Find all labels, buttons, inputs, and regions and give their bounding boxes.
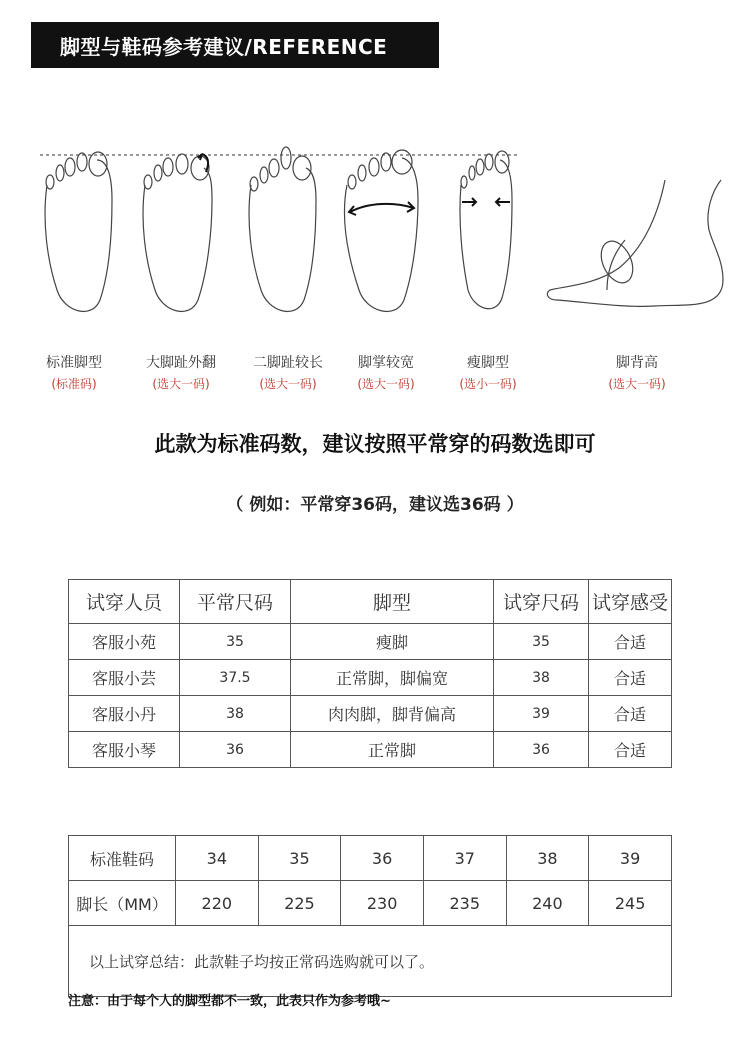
trial-table	[68, 579, 672, 768]
header-cell: 试穿尺码	[494, 580, 589, 624]
cell-feeling: 合适	[589, 624, 672, 660]
header-cell: 脚型	[291, 580, 494, 624]
table-row	[69, 624, 672, 660]
foot-type-6	[582, 352, 692, 392]
foot-type-name: 脚背高	[616, 355, 658, 371]
size-cell: 37	[423, 836, 506, 881]
header-cell: 试穿感受	[589, 580, 672, 624]
title-banner	[31, 22, 439, 68]
cell-trial-size: 38	[494, 660, 589, 696]
length-row	[69, 881, 672, 926]
foot-type-name: 瘦脚型	[467, 355, 509, 371]
cell-tester: 客服小琴	[69, 732, 180, 768]
foot-type-2	[126, 352, 236, 392]
cell-usual-size: 36	[180, 732, 291, 768]
foot-wide-icon	[345, 150, 418, 311]
cell-usual-size: 37.5	[180, 660, 291, 696]
foot-type-advice: (选大一码)	[259, 377, 317, 391]
table-row	[69, 732, 672, 768]
foot-type-name: 二脚趾较长	[253, 355, 323, 371]
foot-type-advice: (标准码)	[51, 377, 97, 391]
length-cell: 220	[176, 881, 259, 926]
foot-long-second-toe-icon	[249, 147, 316, 311]
table-row	[69, 660, 672, 696]
foot-type-1	[19, 352, 129, 392]
header-cell: 平常尺码	[180, 580, 291, 624]
size-row	[69, 836, 672, 881]
summary-row	[69, 926, 672, 997]
foot-type-3	[233, 352, 343, 392]
length-cell: 245	[589, 881, 672, 926]
cell-usual-size: 35	[180, 624, 291, 660]
size-cell: 35	[258, 836, 341, 881]
foot-type-advice: (选大一码)	[357, 377, 415, 391]
size-advice-main: 此款为标准码数，建议按照平常穿的码数选即可	[154, 432, 596, 456]
cell-trial-size: 36	[494, 732, 589, 768]
header-cell: 试穿人员	[69, 580, 180, 624]
foot-illustrations	[0, 140, 750, 340]
cell-foot-type: 瘦脚	[291, 624, 494, 660]
foot-type-4	[331, 352, 441, 392]
cell-foot-type: 肉肉脚，脚背偏高	[291, 696, 494, 732]
foot-slim-icon	[460, 151, 512, 309]
foot-type-name: 大脚趾外翻	[146, 355, 216, 371]
cell-trial-size: 35	[494, 624, 589, 660]
cell-foot-type: 正常脚	[291, 732, 494, 768]
trial-summary: 以上试穿总结：此款鞋子均按正常码选购就可以了。	[69, 926, 672, 997]
size-cell: 34	[176, 836, 259, 881]
foot-type-name: 脚掌较宽	[358, 355, 414, 371]
size-cell: 39	[589, 836, 672, 881]
disclaimer-note: 注意：由于每个人的脚型都不一致，此表只作为参考哦~	[68, 994, 391, 1009]
length-label: 脚长（MM）	[69, 881, 176, 926]
cell-feeling: 合适	[589, 696, 672, 732]
size-advice-example: （ 例如：平常穿36码，建议选36码 ）	[226, 495, 524, 515]
cell-tester: 客服小芸	[69, 660, 180, 696]
table-row	[69, 696, 672, 732]
foot-type-name: 标准脚型	[46, 355, 102, 371]
cell-trial-size: 39	[494, 696, 589, 732]
length-cell: 240	[506, 881, 589, 926]
cell-feeling: 合适	[589, 732, 672, 768]
foot-type-advice: (选大一码)	[152, 377, 210, 391]
foot-type-5	[433, 352, 543, 392]
length-cell: 225	[258, 881, 341, 926]
size-table	[68, 835, 672, 997]
size-cell: 38	[506, 836, 589, 881]
table-header-row	[69, 580, 672, 624]
cell-tester: 客服小苑	[69, 624, 180, 660]
cell-foot-type: 正常脚，脚偏宽	[291, 660, 494, 696]
size-label: 标准鞋码	[69, 836, 176, 881]
page-title: 脚型与鞋码参考建议/REFERENCE	[60, 34, 388, 59]
foot-high-instep-icon	[547, 180, 723, 306]
size-cell: 36	[341, 836, 424, 881]
length-cell: 235	[423, 881, 506, 926]
foot-type-advice: (选小一码)	[459, 377, 517, 391]
cell-usual-size: 38	[180, 696, 291, 732]
foot-bunion-icon	[143, 154, 212, 311]
length-cell: 230	[341, 881, 424, 926]
foot-type-advice: (选大一码)	[608, 377, 666, 391]
foot-standard-icon	[45, 152, 112, 311]
cell-feeling: 合适	[589, 660, 672, 696]
cell-tester: 客服小丹	[69, 696, 180, 732]
